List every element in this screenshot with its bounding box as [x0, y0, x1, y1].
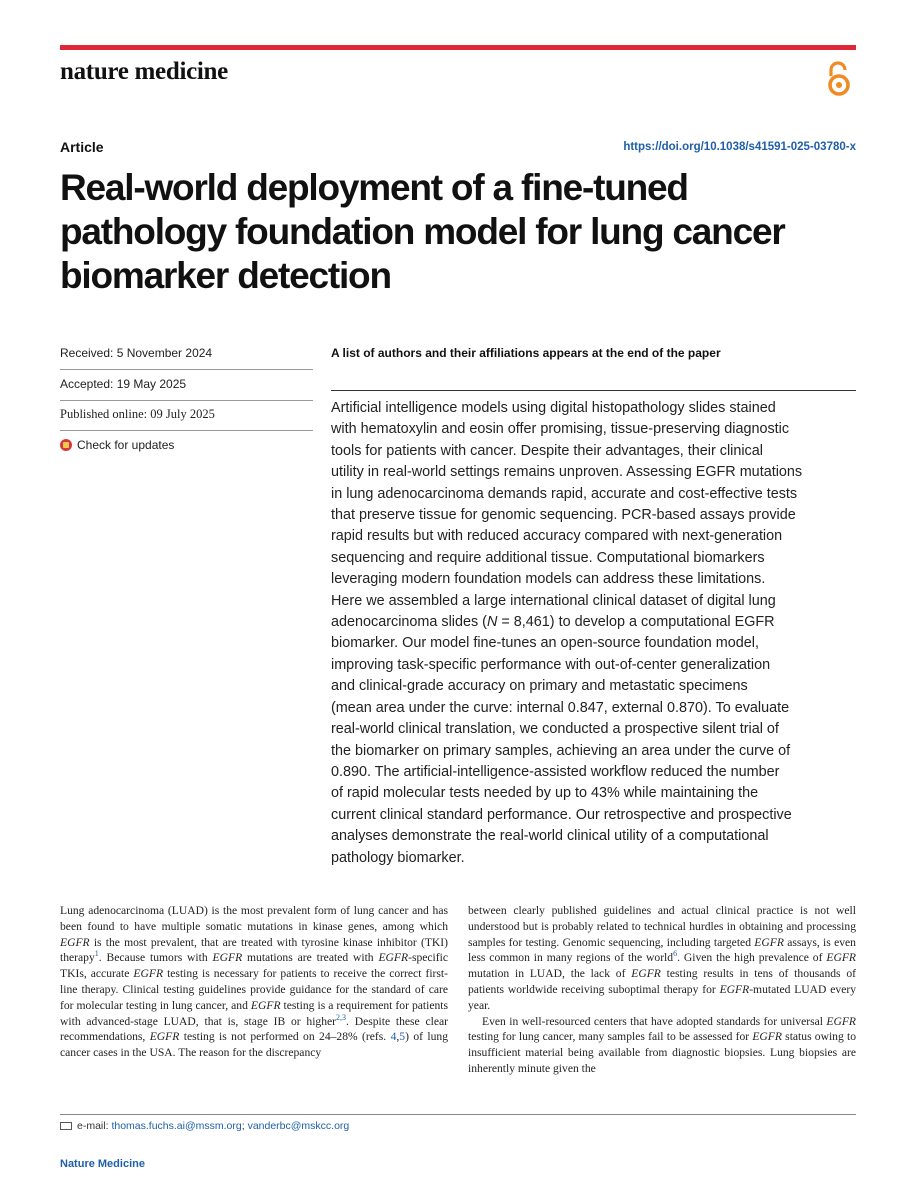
email-label: e-mail:	[77, 1120, 109, 1132]
body-text: -mutated LUAD every year.	[468, 982, 856, 1012]
body-text: between clearly published guidelines and actual clinical practice is not well understood but is probably related to technical hurdles in obtaining and processing samples for testing. Genomic sequencing, including targeted	[468, 904, 856, 949]
envelope-icon	[60, 1122, 72, 1130]
open-access-icon	[826, 60, 852, 98]
abstract-line: Here we assembled a large international clinical dataset of digital lung	[331, 592, 776, 609]
gene-name: EGFR	[149, 1030, 180, 1044]
body-text: . Because tumors with	[98, 951, 213, 965]
abstract-line: current clinical standard performance. Our retrospective and prospective	[331, 806, 792, 823]
abstract-line: with hematoxylin and eosin offer promising, tissue-preserving diagnostic	[331, 421, 790, 438]
gene-name: EGFR	[826, 1014, 856, 1028]
abstract-line: analyses demonstrate the real-world clinical utility of a computational	[331, 828, 769, 845]
body-column-left	[60, 903, 448, 1061]
gene-name: EGFR	[133, 967, 164, 981]
divider	[331, 390, 856, 391]
body-text: mutation in LUAD, the lack of	[468, 967, 632, 981]
abstract-line: in lung adenocarcinoma demands rapid, accurate and cost-effective tests	[331, 485, 798, 502]
gene-name: EGFR	[754, 935, 784, 949]
abstract-line: pathology biomarker.	[331, 849, 465, 866]
body-text: assays, is even less common in many regions of the world	[468, 935, 856, 965]
reference-link[interactable]: 6	[673, 949, 678, 959]
body-text: . Given the high prevalence of	[677, 951, 827, 965]
gene-name: EGFR	[826, 951, 856, 965]
abstract-line: that preserve tissue for genomic sequencing. PCR-based assays provide	[331, 507, 796, 524]
email-link[interactable]: vanderbc@mskcc.org	[247, 1120, 350, 1132]
gene-name: EGFR	[752, 1030, 782, 1044]
check-for-updates-button[interactable]	[60, 438, 174, 452]
abstract-line: (mean area under the curve: internal 0.847, external 0.870). To evaluate	[331, 699, 790, 716]
journal-name[interactable]: nature medicine	[60, 58, 228, 85]
divider	[60, 1114, 856, 1115]
body-paragraph	[468, 1014, 856, 1077]
abstract-line: leveraging modern foundation models can address these limitations.	[331, 571, 766, 588]
body-column-right	[468, 903, 856, 1077]
divider	[60, 430, 313, 431]
gene-name: EGFR	[212, 951, 243, 965]
divider	[60, 400, 313, 401]
body-text: testing is a requirement for patients with advanced-stage LUAD, that is, stage IB or higher	[60, 998, 448, 1028]
abstract-line: tools for patients with cancer. Despite their advantages, their clinical	[331, 442, 763, 459]
title-line: biomarker detection	[60, 255, 391, 296]
body-text: . Despite these clear recommendations,	[60, 1014, 448, 1044]
email-separator: ;	[241, 1120, 245, 1132]
abstract-line: biomarker. Our model fine-tunes an open-source foundation model,	[331, 635, 759, 652]
gene-name: EGFR	[250, 998, 281, 1012]
body-paragraph	[60, 903, 448, 1061]
gene-name: EGFR	[719, 982, 750, 996]
article-type: Article	[60, 139, 104, 155]
accepted-date: Accepted: 19 May 2025	[60, 377, 187, 391]
reference-link[interactable]: 5	[399, 1030, 406, 1044]
abstract-line: real-world clinical translation, we conducted a prospective silent trial of	[331, 721, 779, 738]
article-title	[60, 166, 860, 298]
body-paragraph	[468, 903, 856, 1014]
abstract-line: of rapid molecular tests needed by up to 43% while maintaining the	[331, 785, 759, 802]
abstract-line: and clinical-grade accuracy on primary and metastatic specimens	[331, 678, 748, 695]
body-text: -specific TKIs, accurate	[60, 951, 449, 981]
abstract	[331, 398, 856, 869]
body-text: status owing to insufficient material being available from diagnostic biopsies. Lung biopsies are inherently minute given the	[468, 1030, 857, 1075]
body-text: Lung adenocarcinoma (LUAD) is the most prevalent form of lung cancer and has been found to have multiple somatic mutations in kinase genes, among which	[60, 904, 448, 933]
footer-journal-name[interactable]: Nature Medicine	[60, 1158, 145, 1170]
body-text: testing is not performed on 24–28% (refs.	[179, 1030, 391, 1044]
gene-name: EGFR	[378, 951, 409, 965]
journal-accent-bar	[60, 45, 856, 50]
affiliations-note: A list of authors and their affiliations appears at the end of the paper	[331, 346, 721, 360]
gene-name: EGFR	[631, 967, 661, 981]
title-line: Real-world deployment of a fine-tuned	[60, 167, 688, 208]
reference-link[interactable]: 2,3	[336, 1012, 347, 1022]
doi-link[interactable]: https://doi.org/10.1038/s41591-025-03780-x	[623, 141, 856, 153]
received-date: Received: 5 November 2024	[60, 346, 213, 360]
published-date: Published online: 09 July 2025	[60, 407, 215, 421]
body-text: testing for lung cancer, many samples fail to be assessed for	[468, 1030, 753, 1044]
abstract-line: Artificial intelligence models using digital histopathology slides stained	[331, 400, 776, 416]
body-text: testing is necessary for patients to receive the correct first-line therapy. Clinical testing guidelines provide guidance for the standard of care for molecular testing in lung cancer, and	[60, 967, 448, 1012]
abstract-line: rapid results but with reduced accuracy compared with next-generation	[331, 528, 783, 545]
reference-link[interactable]: 4	[390, 1030, 397, 1044]
body-text: ,	[396, 1030, 400, 1044]
title-line: pathology foundation model for lung cancer	[60, 211, 785, 252]
abstract-line: 0.890. The artificial-intelligence-assisted workflow reduced the number	[331, 763, 780, 780]
divider	[60, 369, 313, 370]
reference-link[interactable]: 1	[94, 949, 99, 959]
email-link[interactable]: thomas.fuchs.ai@mssm.org	[111, 1120, 242, 1132]
body-text: testing results in tens of thousands of patients worldwide receiving suboptimal therapy for	[468, 967, 857, 996]
body-text: Even in well-resourced centers that have adopted standards for universal	[482, 1014, 827, 1028]
abstract-line: sequencing and require additional tissue. Computational biomarkers	[331, 549, 765, 566]
check-for-updates-label: Check for updates	[77, 438, 175, 452]
body-text: mutations are treated with	[242, 951, 379, 965]
abstract-line: = 8,461) to develop a computational EGFR	[497, 614, 775, 631]
gene-name: EGFR	[60, 935, 90, 949]
correspondence-email	[60, 1120, 349, 1132]
body-text: is the most prevalent, that are treated with tyrosine kinase inhibitor (TKI) therapy	[60, 935, 448, 965]
check-for-updates-icon	[60, 439, 72, 451]
abstract-italic: N	[486, 614, 498, 631]
abstract-line: improving task-specific performance with out-of-center generalization	[331, 656, 771, 673]
abstract-line: adenocarcinoma slides (	[331, 614, 487, 631]
abstract-line: utility in real-world settings remains unproven. Assessing EGFR mutations	[331, 464, 803, 481]
abstract-line: the biomarker on primary samples, achieving an area under the curve of	[331, 742, 791, 759]
body-text: ) of lung cancer cases in the USA. The reason for the discrepancy	[60, 1030, 449, 1060]
